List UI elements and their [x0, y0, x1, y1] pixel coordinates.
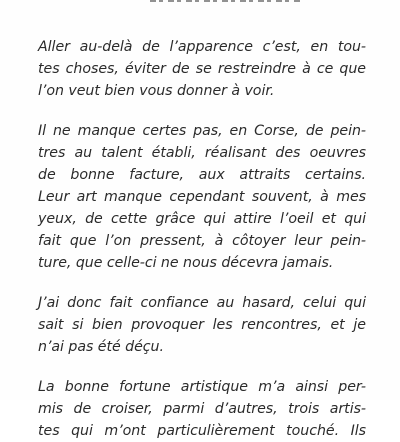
text-line: tes choses, éviter de se restreindre à ce que [38, 61, 366, 77]
text-line: de bonne facture, aux attraits certains. [38, 167, 366, 183]
text-line: La bonne fortune artistique m’a ainsi per- [38, 379, 366, 395]
text-line: Aller au-delà de l’apparence c’est, en tou- [38, 39, 366, 55]
text-line: Il ne manque certes pas, en Corse, de pein- [38, 123, 366, 139]
paragraph-4 [38, 376, 366, 442]
body-text [38, 36, 366, 442]
text-line: tres au talent établi, réalisant des oeuvres [38, 145, 366, 161]
text-line: ture, que celle-ci ne nous décevra jamais. [38, 255, 334, 271]
text-line: l’on veut bien vous donner à voir. [38, 83, 275, 99]
text-line: Leur art manque cependant souvent, à mes [38, 189, 366, 205]
text-line: J’ai donc fait confiance au hasard, celui qui [38, 295, 366, 311]
paragraph-1 [38, 36, 366, 102]
paragraph-3 [38, 292, 366, 358]
text-line: n’ai pas été déçu. [38, 339, 164, 355]
text-line: yeux, de cette grâce qui attire l’oeil et qui [38, 211, 366, 227]
paragraph-2 [38, 120, 366, 274]
text-line: tes qui m’ont particulièrement touché. Ils [38, 423, 366, 439]
text-line: mis de croiser, parmi d’autres, trois artis- [38, 401, 366, 417]
text-line: fait que l’on pressent, à côtoyer leur pein- [38, 233, 366, 249]
text-line: sait si bien provoquer les rencontres, et je [38, 317, 366, 333]
cropped-top-line [150, 0, 300, 3]
